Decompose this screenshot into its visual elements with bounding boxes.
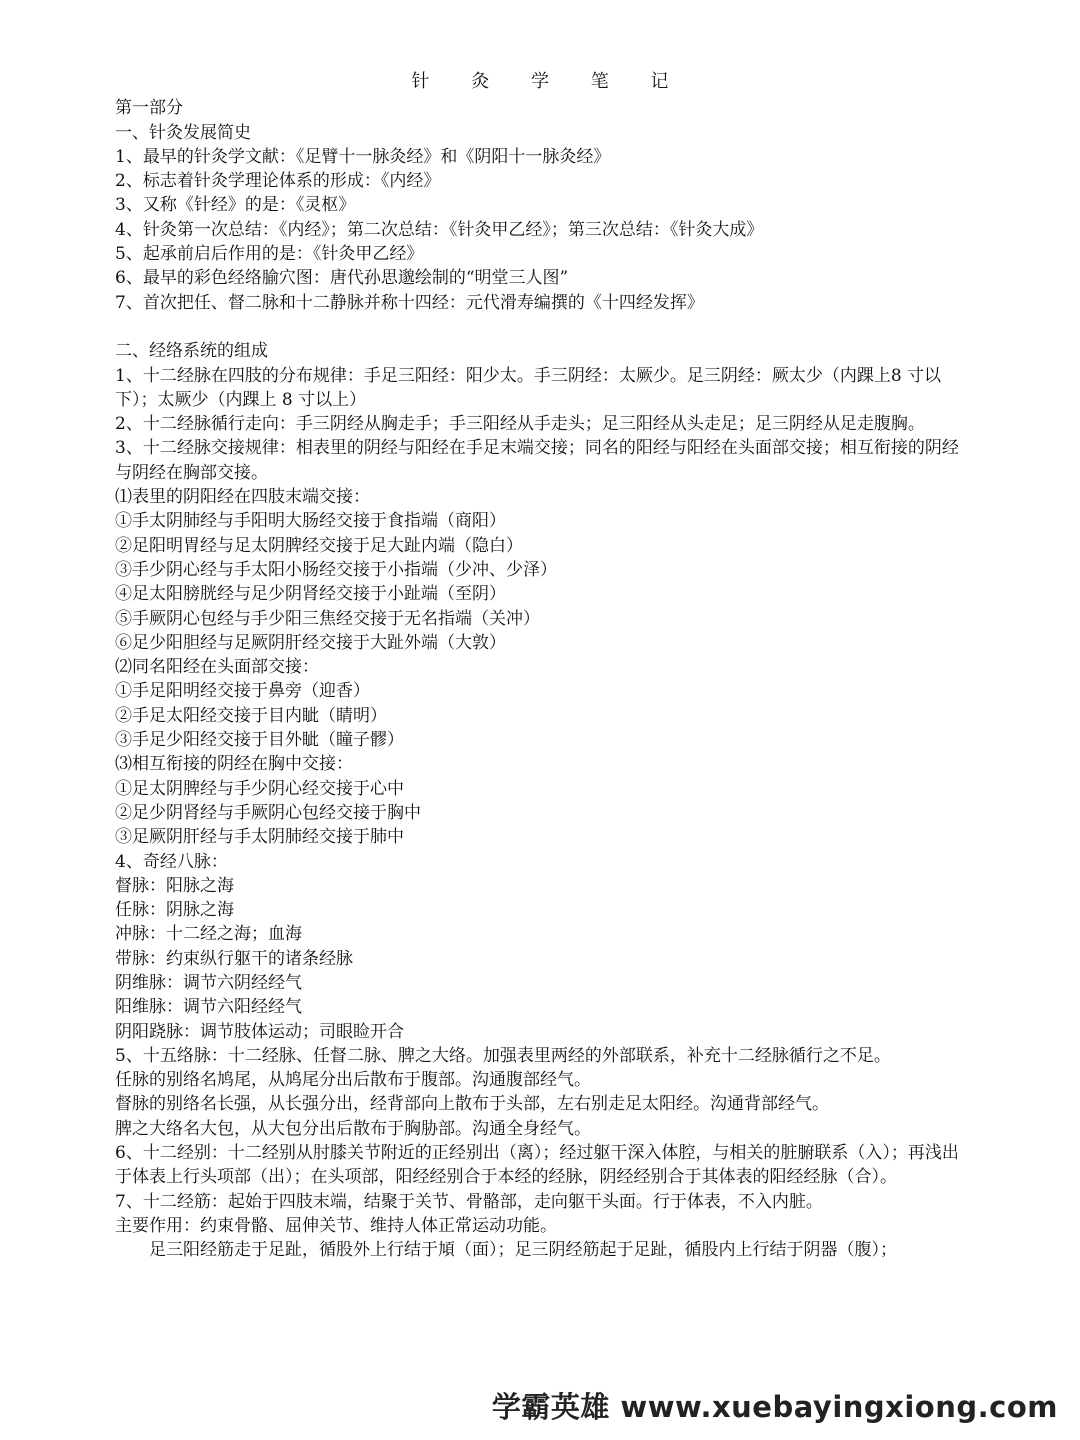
- subsection-heading: ⑵同名阳经在头面部交接：: [115, 657, 319, 678]
- list-item: 4、针灸第一次总结：《内经》；第二次总结：《针灸甲乙经》；第三次总结：《针灸大成》: [115, 219, 764, 240]
- list-item: 脾之大络名大包，从大包分出后散布于胸胁部。沟通全身经气。: [115, 1118, 591, 1139]
- list-item: 督脉：阳脉之海: [115, 875, 234, 896]
- list-item: 带脉：约束纵行躯干的诸条经脉: [115, 948, 353, 969]
- list-item: ②手足太阳经交接于目内眦（睛明）: [115, 705, 387, 726]
- list-item: ①手足阳明经交接于鼻旁（迎香）: [115, 681, 370, 702]
- list-item: 冲脉：十二经之海；血海: [115, 924, 302, 945]
- paragraph: 5、十五络脉：十二经脉、任督二脉、脾之大络。加强表里两经的外部联系，补充十二经脉循行之不足。: [115, 1045, 891, 1066]
- list-item: 1、最早的针灸学文献：《足臂十一脉灸经》和《阴阳十一脉灸经》: [115, 146, 611, 167]
- section-heading: 二、经络系统的组成: [115, 341, 268, 362]
- paragraph: 6、十二经别：十二经别从肘膝关节附近的正经别出（离）；经过躯干深入体腔，与相关的脏腑联系（入）；再浅出于体表上行头项部（出）；在头项部，阳经经别合于本经的经脉，阴经经别合于其体表的阳经经脉（合）。: [115, 1143, 959, 1188]
- section-heading: 一、针灸发展简史: [115, 122, 251, 143]
- list-item: 任脉：阴脉之海: [115, 900, 234, 921]
- list-item: 阳维脉：调节六阳经经气: [115, 997, 302, 1018]
- paragraph: 足三阳经筋走于足趾，循股外上行结于頄（面）；足三阴经筋起于足趾，循股内上行结于阴器（腹）；: [149, 1240, 897, 1261]
- list-item: 7、首次把任、督二脉和十二静脉并称十四经：元代滑寿编撰的《十四经发挥》: [115, 292, 704, 313]
- part-heading: 第一部分: [115, 98, 183, 119]
- blank-line: [115, 315, 965, 339]
- watermark: 学霸英雄 www.xuebayingxiong.com: [491, 1390, 1058, 1424]
- list-item: ⑤手厥阴心包经与手少阳三焦经交接于无名指端（关冲）: [115, 608, 540, 629]
- list-item: 阴阳跷脉：调节肢体运动；司眼睑开合: [115, 1021, 404, 1042]
- document-page: [115, 70, 965, 1263]
- subsection-heading: ⑶相互衔接的阴经在胸中交接：: [115, 754, 353, 775]
- list-item: 6、最早的彩色经络腧穴图：唐代孙思邈绘制的“明堂三人图”: [115, 268, 569, 289]
- list-item: ①手太阴肺经与手阳明大肠经交接于食指端（商阳）: [115, 511, 506, 532]
- subsection-heading: ⑴表里的阴阳经在四肢末端交接：: [115, 487, 370, 508]
- paragraph: 2、十二经脉循行走向：手三阴经从胸走手；手三阳经从手走头；足三阳经从头走足；足三阴经从足走腹胸。: [115, 414, 925, 435]
- list-item: 3、又称《针经》的是：《灵枢》: [115, 195, 356, 216]
- list-item: ③手足少阳经交接于目外眦（瞳子髎）: [115, 730, 404, 751]
- paragraph: 3、十二经脉交接规律：相表里的阴经与阳经在手足末端交接；同名的阳经与阳经在头面部交接；相互衔接的阴经与阴经在胸部交接。: [115, 438, 959, 483]
- paragraph: 1、十二经脉在四肢的分布规律：手足三阳经：阳少太。手三阴经：太厥少。足三阴经：厥太少（内踝上8 寸以下）；太厥少（内踝上 8 寸以上）: [115, 365, 942, 410]
- list-item: ①足太阴脾经与手少阴心经交接于心中: [115, 778, 404, 799]
- list-item: ③手少阴心经与手太阳小肠经交接于小指端（少冲、少泽）: [115, 559, 557, 580]
- list-item: ④足太阳膀胱经与足少阴肾经交接于小趾端（至阴）: [115, 584, 506, 605]
- list-item: 任脉的别络名鸠尾，从鸠尾分出后散布于腹部。沟通腹部经气。: [115, 1070, 591, 1091]
- list-item: ⑥足少阳胆经与足厥阴肝经交接于大趾外端（大敦）: [115, 632, 506, 653]
- page-title: 针 灸 学 笔 记: [411, 71, 687, 92]
- list-item: ③足厥阴肝经与手太阴肺经交接于肺中: [115, 827, 404, 848]
- list-item: ②足阳明胃经与足太阴脾经交接于足大趾内端（隐白）: [115, 535, 523, 556]
- list-item: ②足少阴肾经与手厥阴心包经交接于胸中: [115, 802, 421, 823]
- list-item: 2、标志着针灸学理论体系的形成：《内经》: [115, 171, 441, 192]
- subsection-heading: 4、奇经八脉：: [115, 851, 228, 872]
- list-item: 5、起承前启后作用的是：《针灸甲乙经》: [115, 244, 424, 265]
- list-item: 督脉的别络名长强，从长强分出，经背部向上散布于头部，左右别走足太阳经。沟通背部经气。: [115, 1094, 829, 1115]
- list-item: 阴维脉：调节六阴经经气: [115, 972, 302, 993]
- paragraph: 主要作用：约束骨骼、屈伸关节、维持人体正常运动功能。: [115, 1215, 557, 1236]
- paragraph: 7、十二经筋：起始于四肢末端，结聚于关节、骨骼部，走向躯干头面。行于体表，不入内脏。: [115, 1191, 823, 1212]
